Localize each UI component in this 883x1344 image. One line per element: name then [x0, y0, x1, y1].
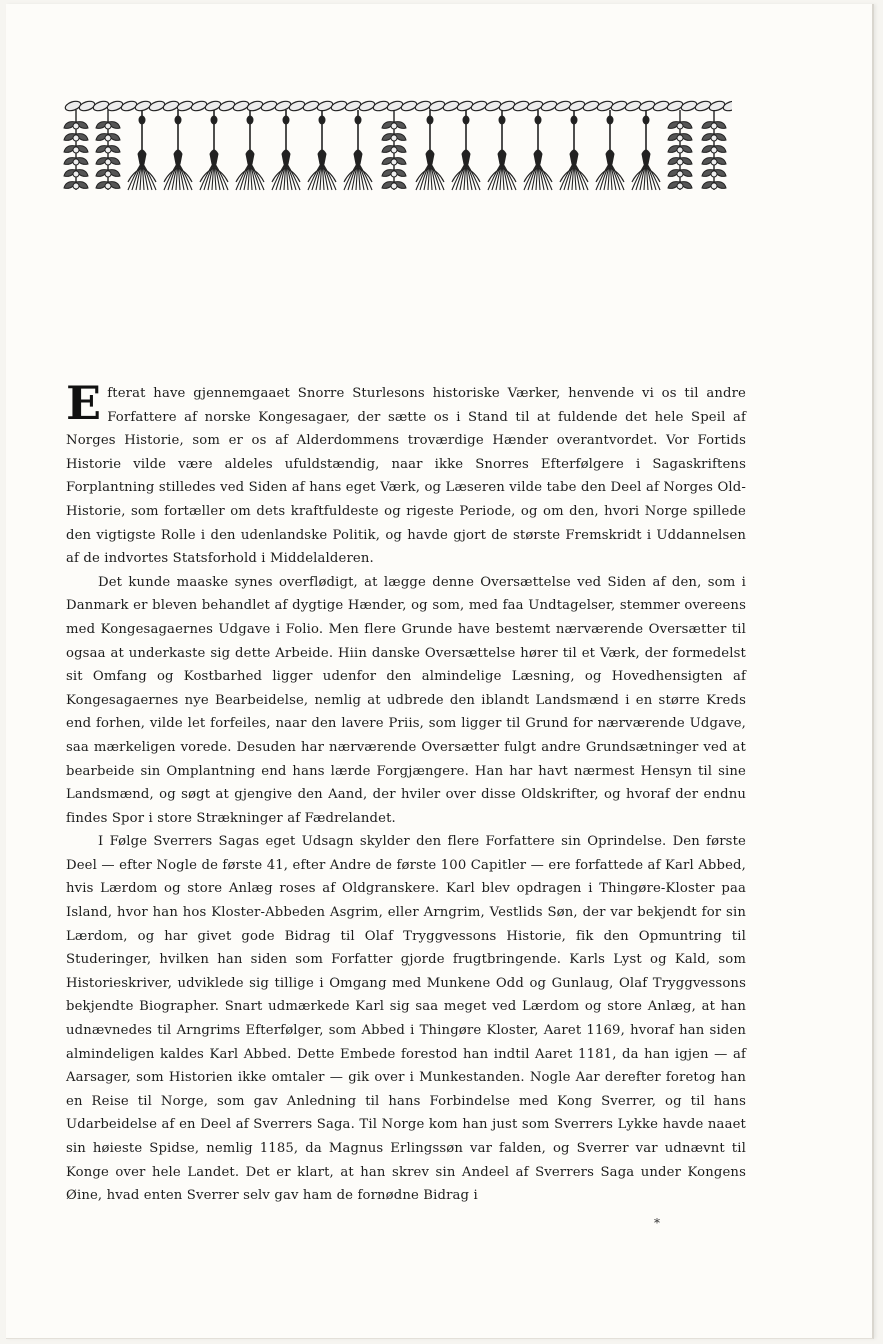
tassel-pendant: [272, 110, 300, 190]
paragraph-1: [66, 376, 746, 571]
garland-rope: [64, 100, 732, 113]
tassel-pendant: [524, 110, 552, 190]
signature-mark: *: [654, 1216, 660, 1230]
floral-pendant: [702, 110, 726, 190]
paragraph-1-text: fterat have gjennemgaaet Snorre Sturlesons historiske Værker, henvende vi os til andre Forfattere af norske Kongesagaer, der sætte os i Stand til at fuldende det hele Speil af Norges Historie, som er os af Alderdommens troværdige Hænder overantvordet. Vor Fortids Historie vilde være aldeles ufuldstændig, naar ikke Snorres Efterfølgere i Sagaskriftens Forplantning stilledes ved Siden af hans eget Værk, og Læseren vilde tabe den Deel af Norges Old-Historie, som fortæller om dets kraftfuldeste og rigeste Periode, og om den, hvori Norge spillede den vigtigste Rolle i den udenlandske Politik, og havde gjort de største Fremskridt i Uddannelsen af de indvortes Statsforhold i Middelalderen.: [66, 386, 746, 567]
tassel-pendant: [236, 110, 264, 190]
floral-pendant: [96, 110, 120, 190]
tassel-pendant: [632, 110, 660, 190]
tassel-pendant: [308, 110, 336, 190]
tassel-pendant: [488, 110, 516, 190]
tassel-pendant: [416, 110, 444, 190]
tassel-pendant: [164, 110, 192, 190]
tassel-pendant: [200, 110, 228, 190]
floral-pendant: [382, 110, 406, 190]
tassel-pendant: [344, 110, 372, 190]
tassel-pendant: [596, 110, 624, 190]
drop-cap-letter: E: [66, 376, 102, 430]
paragraph-2: Det kunde maaske synes overflødigt, at lægge denne Oversættelse ved Siden af den, som i Danmark er bleven behandlet af dygtige Hænder, og som, med faa Undtagelser, stemmer overeens med Kongesagaernes Udgave i Folio. Men flere Grunde have bestemt nærværende Oversætter til ogsaa at underkaste sig dette Arbeide. Hiin danske Oversættelse hører til et Værk, der formedelst sit Omfang og Kostbarhed ligger udenfor den almindelige Læsning, og Hovedhensigten af Kongesagaernes nye Bearbeidelse, nemlig at udbrede den iblandt Landsmænd i en større Kreds end forhen, vilde let forfeiles, naar den lavere Priis, som ligger til Grund for nærværende Udgave, saa mærkeligen vorede. Desuden har nærværende Oversætter fulgt andre Grundsætninger ved at bearbeide sin Omplantning end hans lærde Forgjængere. Han har havt nærmest Hensyn til sine Landsmænd, og søgt at gjengive den Aand, der hviler over disse Oldskrifter, og hvoraf der endnu findes Spor i store Strækninger af Fædrelandet.: [66, 574, 746, 826]
rope-twist: [722, 100, 732, 113]
decorative-garland-header: [60, 96, 732, 198]
tassel-pendant: [452, 110, 480, 190]
tassel-pendant: [128, 110, 156, 190]
page-sheet: [6, 4, 874, 1339]
floral-pendant: [668, 110, 692, 190]
tassel-pendant: [560, 110, 588, 190]
paragraph-3: I Følge Sverrers Sagas eget Udsagn skylder den flere Forfattere sin Oprindelse. Den første Deel — efter Nogle de første 41, efter Andre de første 100 Capitler — ere forfattede af Karl Abbed, hvis Lærdom og store Anlæg roses af Oldgranskere. Karl blev opdragen i Thingøre-Kloster paa Island, hvor han hos Kloster-Abbeden Asgrim, eller Arngrim, Vestlids Søn, der var bekjendt for sin Lærdom, og har givet gode Bidrag til Olaf Tryggvessons Historie, fik den Opmuntring til Studeringer, hvilken han siden som Forfatter gjorde frugtbringende. Karls Lyst og Kald, som Historieskriver, udviklede sig tillige i Omgang med Munkene Odd og Gunlaug, Olaf Tryggvessons bekjendte Biographer. Snart udmærkede Karl sig saa meget ved Lærdom og store Anlæg, at han udnævnedes til Arngrims Efterfølger, som Abbed i Thingøre Kloster, Aaret 1169, hvoraf han siden almindeligen kaldes Karl Abbed. Dette Embede forestod han indtil Aaret 1181, da han igjen — af Aarsager, som Historien ikke omtaler — gik over i Munkestanden. Nogle Aar derefter foretog han en Reise til Norge, som gav Anledning til hans Forbindelse med Kong Sverrer, og til hans Udarbeidelse af en Deel af Sverrers Saga. Til Norge kom han just som Sverrers Lykke havde naaet sin høieste Spidse, nemlig 1185, da Magnus Erlingssøn var falden, og Sverrer var udnævnt til Konge over hele Landet. Det er klart, at han skrev sin Andeel af Sverrers Saga under Kongens Øine, hvad enten Sverrer selv gav ham de fornødne Bidrag i: [66, 834, 746, 1204]
floral-pendant: [64, 110, 88, 190]
garland-pendants: [64, 110, 726, 190]
body-text: [66, 376, 746, 1208]
